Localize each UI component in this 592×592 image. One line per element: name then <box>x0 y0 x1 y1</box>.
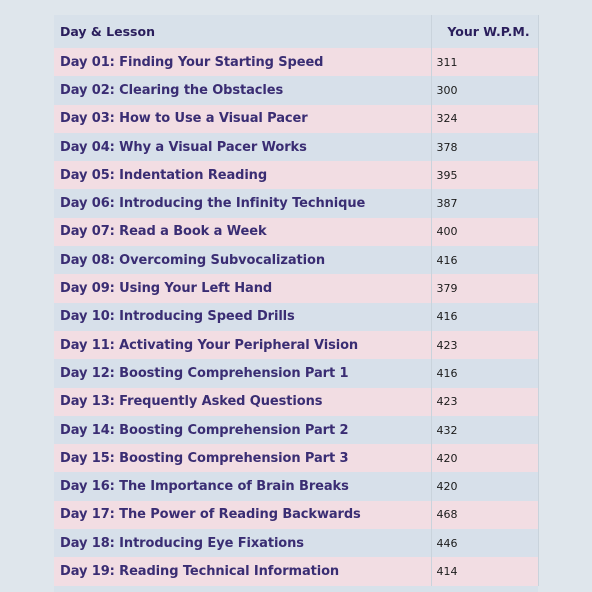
lesson-cell: Day 16: The Importance of Brain Breaks <box>54 472 431 500</box>
table-row <box>54 246 538 274</box>
table-row <box>54 529 538 557</box>
table-row <box>54 388 538 416</box>
table-row <box>54 303 538 331</box>
table-row <box>54 331 538 359</box>
lesson-cell: Day 13: Frequently Asked Questions <box>54 388 431 416</box>
table-row <box>54 359 538 387</box>
wpm-cell[interactable]: 324 <box>431 105 538 133</box>
table-row <box>54 274 538 302</box>
wpm-cell[interactable]: 300 <box>431 76 538 104</box>
table-row <box>54 218 538 246</box>
lesson-cell: Day 07: Read a Book a Week <box>54 218 431 246</box>
wpm-cell[interactable]: 420 <box>431 472 538 500</box>
wpm-cell[interactable]: 416 <box>431 303 538 331</box>
lesson-cell: Day 04: Why a Visual Pacer Works <box>54 133 431 161</box>
wpm-table <box>54 15 539 586</box>
lesson-cell: Day 05: Indentation Reading <box>54 161 431 189</box>
wpm-cell[interactable]: 378 <box>431 133 538 161</box>
table-row <box>54 105 538 133</box>
lesson-cell: Day 10: Introducing Speed Drills <box>54 303 431 331</box>
wpm-cell[interactable]: 311 <box>431 48 538 76</box>
wpm-cell[interactable]: 387 <box>431 189 538 217</box>
lesson-cell: Day 03: How to Use a Visual Pacer <box>54 105 431 133</box>
table-row <box>54 189 538 217</box>
wpm-tracker-sheet <box>54 15 538 592</box>
lesson-cell: Day 17: The Power of Reading Backwards <box>54 501 431 529</box>
wpm-cell[interactable]: 423 <box>431 388 538 416</box>
table-row <box>54 557 538 585</box>
lesson-cell: Day 02: Clearing the Obstacles <box>54 76 431 104</box>
wpm-cell[interactable]: 446 <box>431 529 538 557</box>
lesson-cell: Day 19: Reading Technical Information <box>54 557 431 585</box>
wpm-cell[interactable]: 432 <box>431 416 538 444</box>
lesson-cell: Day 01: Finding Your Starting Speed <box>54 48 431 76</box>
table-row <box>54 48 538 76</box>
table-row <box>54 501 538 529</box>
header-your-wpm: Your W.P.M. <box>431 15 538 48</box>
wpm-cell[interactable]: 420 <box>431 444 538 472</box>
table-row <box>54 416 538 444</box>
wpm-cell[interactable]: 468 <box>431 501 538 529</box>
lesson-cell: Day 08: Overcoming Subvocalization <box>54 246 431 274</box>
header-day-lesson: Day & Lesson <box>54 15 431 48</box>
lesson-cell: Day 11: Activating Your Peripheral Vision <box>54 331 431 359</box>
wpm-cell[interactable]: 416 <box>431 359 538 387</box>
table-row <box>54 76 538 104</box>
lesson-cell: Day 18: Introducing Eye Fixations <box>54 529 431 557</box>
lesson-cell: Day 06: Introducing the Infinity Technique <box>54 189 431 217</box>
table-row <box>54 161 538 189</box>
wpm-cell[interactable]: 379 <box>431 274 538 302</box>
lesson-cell: Day 09: Using Your Left Hand <box>54 274 431 302</box>
table-row <box>54 133 538 161</box>
wpm-cell[interactable]: 400 <box>431 218 538 246</box>
table-row <box>54 472 538 500</box>
wpm-cell[interactable]: 423 <box>431 331 538 359</box>
wpm-cell[interactable]: 414 <box>431 557 538 585</box>
wpm-cell[interactable]: 416 <box>431 246 538 274</box>
lesson-cell: Day 14: Boosting Comprehension Part 2 <box>54 416 431 444</box>
table-header-row <box>54 15 538 48</box>
lesson-cell: Day 12: Boosting Comprehension Part 1 <box>54 359 431 387</box>
wpm-cell[interactable]: 395 <box>431 161 538 189</box>
lesson-cell: Day 15: Boosting Comprehension Part 3 <box>54 444 431 472</box>
table-row <box>54 444 538 472</box>
